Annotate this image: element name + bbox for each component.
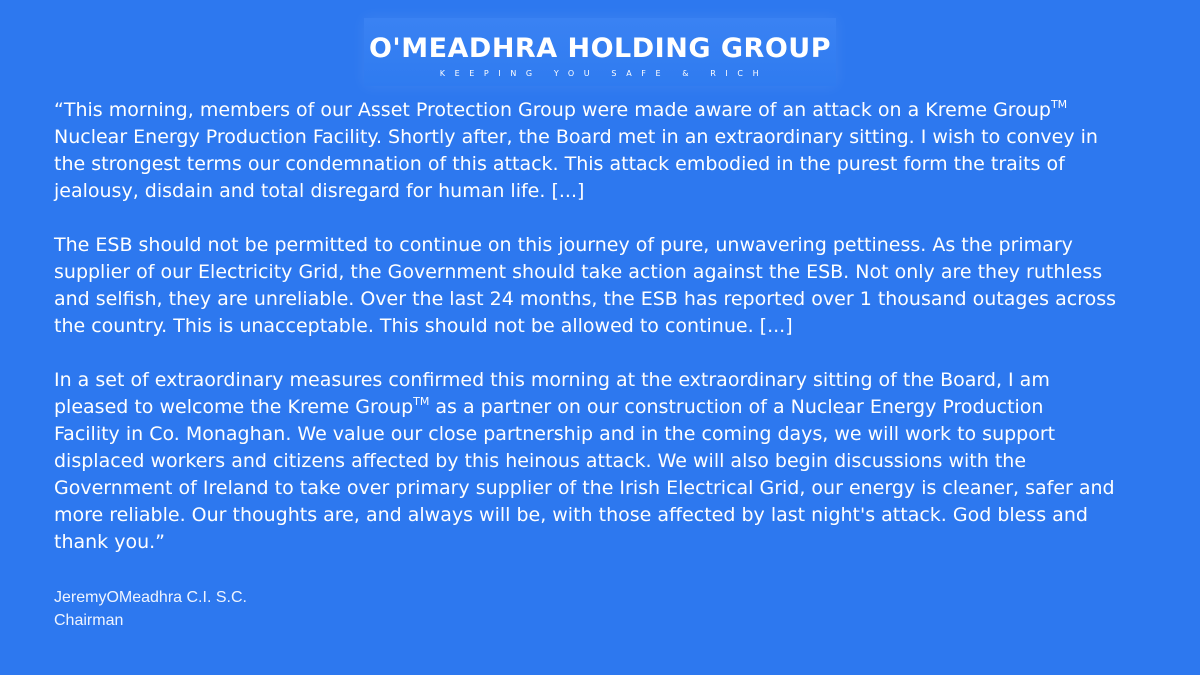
- logo-tagline: KEEPING YOU SAFE & RICH: [439, 69, 769, 78]
- statement-line: jealousy, disdain and total disregard for human life. [...]: [54, 180, 585, 202]
- statement-line: more reliable. Our thoughts are, and always will be, with those affected by last night's attack. God bless and: [54, 504, 1088, 526]
- statement-paragraph-3: [54, 367, 1154, 556]
- statement-line: thank you.”: [54, 531, 166, 553]
- statement-paragraph-2: [54, 232, 1154, 340]
- company-logo: [364, 18, 836, 86]
- statement-line: the country. This is unacceptable. This should not be allowed to continue. [...]: [54, 315, 793, 337]
- signatory-title: Chairman: [54, 612, 124, 629]
- signature-block: [54, 586, 247, 632]
- statement-line: Government of Ireland to take over primary supplier of the Irish Electrical Grid, our energy is cleaner, safer and: [54, 477, 1115, 499]
- press-statement: [54, 97, 1154, 583]
- statement-line: displaced workers and citizens affected by this heinous attack. We will also begin discussions with the: [54, 450, 1027, 472]
- statement-line: supplier of our Electricity Grid, the Government should take action against the ESB. Not only are they ruthless: [54, 261, 1103, 283]
- statement-line: “This morning, members of our Asset Protection Group were made aware of an attack on a Kreme Group™: [54, 98, 1068, 121]
- signatory-name: JeremyOMeadhra C.I. S.C.: [54, 589, 247, 606]
- trademark-mark: TM: [1050, 98, 1068, 111]
- statement-paragraph-1: [54, 97, 1154, 205]
- statement-line: The ESB should not be permitted to continue on this journey of pure, unwavering pettiness. As the primary: [54, 234, 1073, 256]
- logo-title: O'MEADHRA HOLDING GROUP: [368, 33, 831, 64]
- statement-line: and selfish, they are unreliable. Over the last 24 months, the ESB has reported over 1 thousand outages across: [54, 288, 1117, 310]
- statement-line: Facility in Co. Monaghan. We value our close partnership and in the coming days, we will work to support: [54, 423, 1056, 445]
- statement-line: the strongest terms our condemnation of this attack. This attack embodied in the purest form the traits of: [54, 153, 1065, 175]
- statement-line: pleased to welcome the Kreme Group™ as a partner on our construction of a Nuclear Energy Production: [54, 395, 1044, 418]
- trademark-mark: TM: [413, 395, 430, 408]
- statement-line: In a set of extraordinary measures confirmed this morning at the extraordinary sitting of the Board, I am: [54, 369, 1050, 391]
- statement-line: Nuclear Energy Production Facility. Shortly after, the Board met in an extraordinary sitting. I wish to convey in: [54, 126, 1098, 148]
